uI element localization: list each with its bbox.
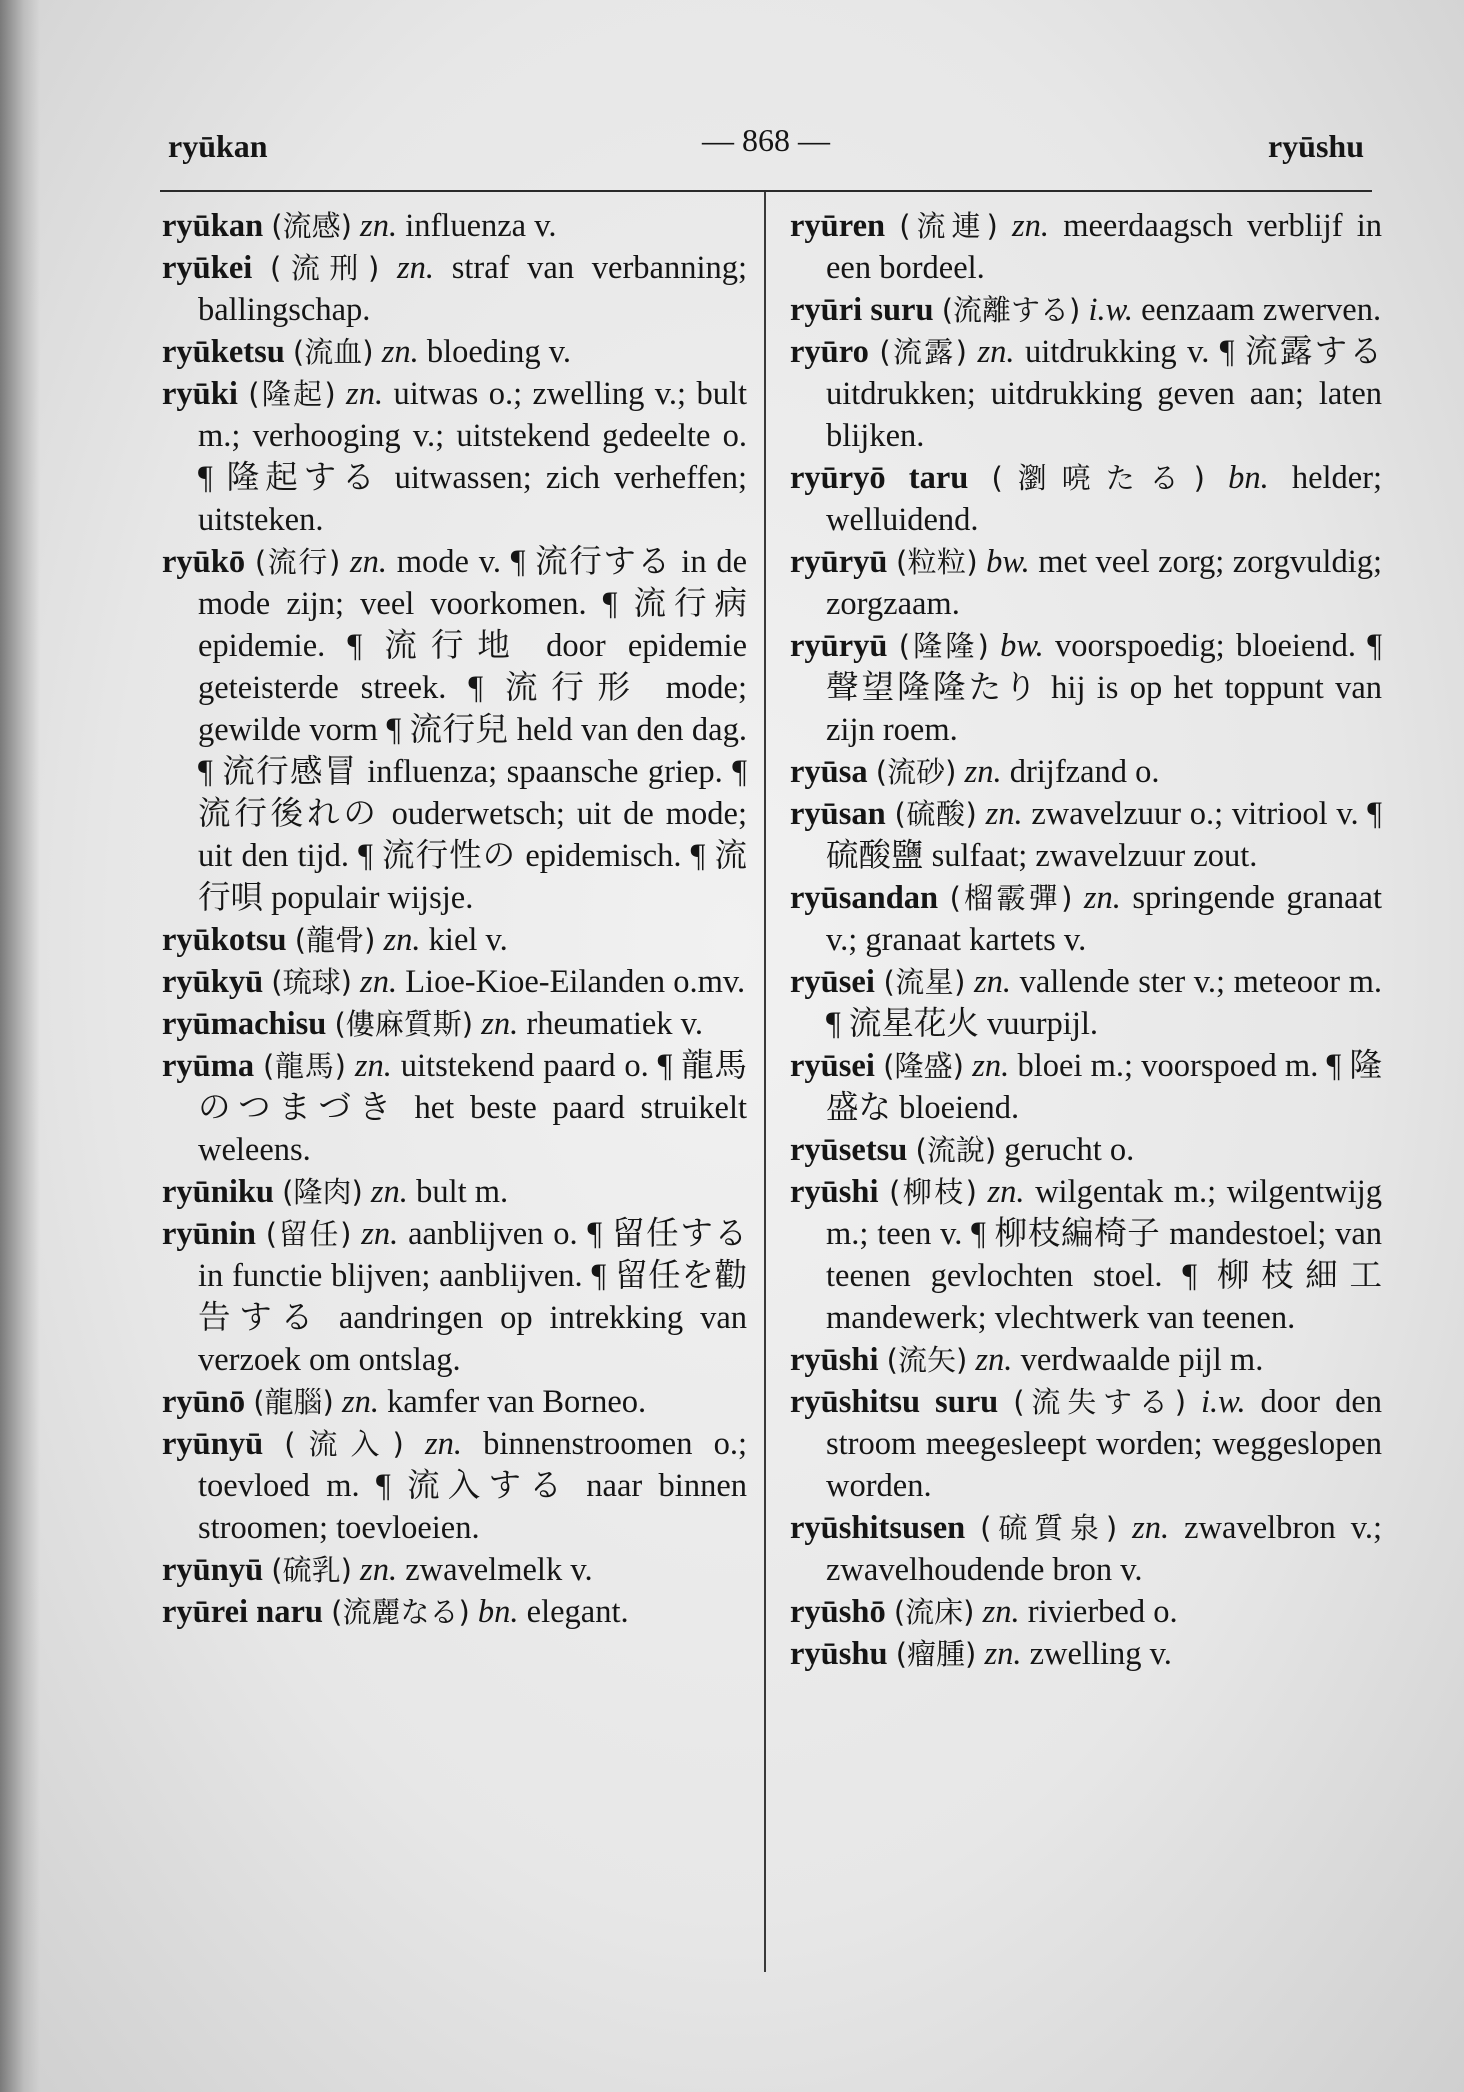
part-of-speech: zn.	[354, 1048, 392, 1084]
headword: ryūmachisu	[162, 1006, 327, 1042]
definition: Lioe-Kioe-Eilanden o.mv.	[405, 964, 746, 1000]
headword: ryūkei	[162, 250, 253, 286]
kanji: (隆起)	[248, 377, 336, 411]
headword: ryūnyū	[162, 1426, 264, 1462]
definition: rheumatiek v.	[526, 1006, 703, 1042]
dictionary-entry	[790, 961, 1382, 1045]
kanji: (流入)	[284, 1427, 404, 1461]
kanji: (流行)	[254, 545, 341, 579]
headword: ryūshi	[790, 1174, 879, 1210]
part-of-speech: zn.	[383, 922, 421, 958]
kanji: (瀏喨たる)	[991, 461, 1205, 495]
headword: ryūketsu	[162, 334, 285, 370]
kanji: (瘤腫)	[895, 1637, 977, 1671]
kanji: (龍骨)	[294, 923, 376, 957]
headword: ryūsa	[790, 754, 868, 790]
definition: uitdrukking v. ¶ 流露する uitdrukken; uitdrukking geven aan; laten blijken.	[826, 334, 1383, 454]
dictionary-entry	[790, 457, 1382, 541]
kanji: (流血)	[292, 335, 374, 369]
dictionary-entry	[162, 541, 747, 919]
definition: zwelling v.	[1029, 1636, 1172, 1672]
kanji: (流砂)	[875, 755, 957, 789]
definition: verdwaalde pijl m.	[1020, 1342, 1264, 1378]
header-right-guideword: ryūshu	[1267, 128, 1364, 164]
definition: elegant.	[526, 1594, 629, 1630]
headword: ryūsan	[790, 796, 886, 832]
part-of-speech: zn.	[361, 1216, 399, 1252]
headword: ryūshu	[790, 1636, 888, 1672]
part-of-speech: zn.	[987, 1174, 1025, 1210]
headword: ryūryū	[790, 628, 888, 664]
kanji: (流麗なる)	[331, 1595, 470, 1629]
kanji: (流失する)	[1013, 1385, 1187, 1419]
kanji: (琉球)	[271, 965, 352, 999]
kanji: (龍馬)	[262, 1049, 346, 1083]
part-of-speech: zn.	[1132, 1510, 1170, 1546]
part-of-speech: zn.	[985, 796, 1023, 832]
kanji: (隆盛)	[883, 1049, 964, 1083]
dictionary-entry	[790, 541, 1382, 625]
headword: ryūnin	[162, 1216, 256, 1252]
part-of-speech: zn.	[424, 1426, 462, 1462]
definition: zwavelzuur o.; vitriool v. ¶ 硫酸鹽 sulfaat; zwavelzuur zout.	[826, 796, 1383, 874]
dictionary-entry	[790, 289, 1382, 331]
dictionary-entry	[790, 1339, 1382, 1381]
headword: ryūshō	[790, 1594, 886, 1630]
kanji: (龍腦)	[253, 1385, 334, 1419]
headword: ryūshitsusen	[790, 1510, 966, 1546]
part-of-speech: i.w.	[1201, 1384, 1246, 1420]
dictionary-entry	[162, 373, 747, 541]
dictionary-entry	[790, 205, 1382, 289]
left-column	[162, 205, 747, 1633]
definition: bloeding v.	[426, 334, 571, 370]
part-of-speech: i.w.	[1088, 292, 1133, 328]
part-of-speech: bw.	[986, 544, 1030, 580]
definition: meerdaagsch verblijf in een bordeel.	[826, 208, 1383, 286]
dictionary-entry	[162, 205, 747, 247]
part-of-speech: zn.	[972, 1048, 1010, 1084]
dictionary-entry	[162, 919, 747, 961]
headword: ryūrei naru	[162, 1594, 323, 1630]
dictionary-entry	[790, 1171, 1382, 1339]
headword: ryūsandan	[790, 880, 939, 916]
kanji: (僂麻質斯)	[334, 1007, 474, 1041]
book-spine-shadow	[0, 0, 40, 2092]
definition: bult m.	[416, 1174, 509, 1210]
headword: ryūryō taru	[790, 460, 969, 496]
definition: zwavelbron v.; zwavelhoudende bron v.	[826, 1510, 1382, 1588]
dictionary-entry	[790, 625, 1382, 751]
part-of-speech: zn.	[1012, 208, 1050, 244]
part-of-speech: zn.	[984, 1636, 1022, 1672]
definition: drijfzand o.	[1009, 754, 1160, 790]
part-of-speech: bn.	[1228, 460, 1269, 496]
definition: voorspoedig; bloeiend. ¶ 聲望隆隆たり hij is op het toppunt van zijn roem.	[826, 628, 1382, 748]
dictionary-entry	[790, 331, 1382, 457]
dictionary-entry	[790, 877, 1382, 961]
dictionary-entry	[790, 793, 1382, 877]
headword: ryūnyū	[162, 1552, 264, 1588]
part-of-speech: zn.	[481, 1006, 519, 1042]
definition: vallende ster v.; meteoor m. ¶ 流星花火 vuurpijl.	[826, 964, 1383, 1042]
kanji: (流露)	[879, 335, 967, 369]
headword: ryūsei	[790, 1048, 875, 1084]
definition: kiel v.	[428, 922, 508, 958]
definition: rivierbed o.	[1027, 1594, 1178, 1630]
header-rule	[160, 190, 1372, 192]
headword: ryūryū	[790, 544, 888, 580]
dictionary-entry	[790, 1633, 1382, 1675]
dictionary-entry	[790, 1591, 1382, 1633]
headword: ryūshitsu suru	[790, 1384, 999, 1420]
headword: ryūnō	[162, 1384, 246, 1420]
dictionary-entry	[790, 1045, 1382, 1129]
definition: kamfer van Borneo.	[387, 1384, 647, 1420]
dictionary-entry	[162, 1591, 747, 1633]
part-of-speech: zn.	[370, 1174, 408, 1210]
column-divider	[764, 192, 766, 1972]
headword: ryūkotsu	[162, 922, 287, 958]
part-of-speech: bw.	[1000, 628, 1044, 664]
part-of-speech: zn.	[982, 1594, 1020, 1630]
dictionary-entry	[162, 1003, 747, 1045]
kanji: (隆隆)	[898, 629, 989, 663]
definition: eenzaam zwerven.	[1141, 292, 1382, 328]
headword: ryūren	[790, 208, 886, 244]
definition: mode v. ¶ 流行する in de mode zijn; veel voorkomen. ¶ 流行病 epidemie. ¶ 流行地 door epidemie geteisterde streek. ¶ 流行形 mode; gewilde vorm ¶ 流行兒 held van den dag. ¶ 流行感冒 influenza; spaansche griep. ¶ 流行後れの ouderwetsch; uit de mode; uit den tijd. ¶ 流行性の epidemisch. ¶ 流行唄 populair wijsje.	[198, 544, 747, 916]
kanji: (硫酸)	[894, 797, 977, 831]
headword: ryūri suru	[790, 292, 934, 328]
dictionary-entry	[162, 247, 747, 331]
headword: ryūniku	[162, 1174, 275, 1210]
headword: ryūshi	[790, 1342, 879, 1378]
headword: ryūsei	[790, 964, 875, 1000]
definition: straf van verbanning; ballingschap.	[198, 250, 748, 328]
kanji: (隆肉)	[282, 1175, 363, 1209]
page-number: — 868 —	[702, 122, 830, 158]
part-of-speech: zn.	[397, 250, 435, 286]
dictionary-entry	[162, 1213, 747, 1381]
part-of-speech: zn.	[360, 964, 398, 1000]
dictionary-entry	[790, 1381, 1382, 1507]
definition: zwavelmelk v.	[405, 1552, 593, 1588]
kanji: (柳枝)	[889, 1175, 977, 1209]
definition: influenza v.	[405, 208, 557, 244]
dictionary-entry	[162, 1045, 747, 1171]
definition: uitwas o.; zwelling v.; bult m.; verhooging v.; uitstekend gedeelte o. ¶ 隆起する uitwassen; zich verheffen; uitsteken.	[198, 376, 748, 538]
headword: ryūkan	[162, 208, 264, 244]
definition: aanblijven o. ¶ 留任する in functie blijven; aanblijven. ¶ 留任を勸告する aandringen op intrekking van verzoek om ontslag.	[198, 1216, 748, 1378]
part-of-speech: zn.	[973, 964, 1011, 1000]
kanji: (硫乳)	[271, 1553, 352, 1587]
definition: uitstekend paard o. ¶ 龍馬のつまづき het beste paard struikelt weleens.	[198, 1048, 748, 1168]
part-of-speech: zn.	[346, 376, 384, 412]
definition: binnenstroomen o.; toevloed m. ¶ 流入する naar binnen stroomen; toevloeien.	[198, 1426, 747, 1546]
kanji: (留任)	[265, 1217, 352, 1251]
definition: met veel zorg; zorgvuldig; zorgzaam.	[826, 544, 1383, 622]
kanji: (硫質泉)	[980, 1511, 1118, 1545]
headword: ryūkyū	[162, 964, 264, 1000]
part-of-speech: zn.	[341, 1384, 379, 1420]
headword: ryūkō	[162, 544, 246, 580]
definition: bloei m.; voorspoed m. ¶ 隆盛な bloeiend.	[826, 1048, 1382, 1126]
part-of-speech: bn.	[477, 1594, 519, 1630]
dictionary-entry	[790, 1507, 1382, 1591]
kanji: (流感)	[271, 209, 352, 243]
dictionary-entry	[162, 1381, 747, 1423]
part-of-speech: zn.	[350, 544, 388, 580]
headword: ryūki	[162, 376, 238, 412]
definition: wilgentak m.; wilgentwijg m.; teen v. ¶ 柳枝編椅子 mandestoel; van teenen gevlochten stoel. ¶ 柳枝細工 mandewerk; vlechtwerk van teenen.	[826, 1174, 1383, 1336]
part-of-speech: zn.	[977, 334, 1015, 370]
page-header	[168, 120, 1364, 170]
headword: ryūro	[790, 334, 869, 370]
dictionary-entry	[162, 331, 747, 373]
dictionary-entry	[162, 1171, 747, 1213]
dictionary-entry	[162, 1549, 747, 1591]
dictionary-entry	[162, 1423, 747, 1549]
kanji: (流床)	[893, 1595, 975, 1629]
kanji: (流說)	[915, 1133, 997, 1167]
part-of-speech: zn.	[975, 1342, 1013, 1378]
definition: door den stroom meegesleept worden; weggeslopen worden.	[826, 1384, 1383, 1504]
kanji: (榴霰彈)	[949, 881, 1073, 915]
part-of-speech: zn.	[360, 208, 398, 244]
definition: helder; welluidend.	[826, 460, 1383, 538]
kanji: (粒粒)	[895, 545, 978, 579]
dictionary-entry	[790, 751, 1382, 793]
part-of-speech: zn.	[381, 334, 419, 370]
right-column	[790, 205, 1382, 1675]
definition: gerucht o.	[1004, 1132, 1135, 1168]
headword: ryūsetsu	[790, 1132, 908, 1168]
part-of-speech: zn.	[1083, 880, 1121, 916]
kanji: (流連)	[899, 209, 998, 243]
header-left-guideword: ryūkan	[168, 128, 268, 164]
part-of-speech: zn.	[360, 1552, 398, 1588]
kanji: (流星)	[883, 965, 966, 999]
definition: springende granaat v.; granaat kartets v.	[826, 880, 1383, 958]
kanji: (流離する)	[941, 293, 1081, 327]
dictionary-entry	[790, 1129, 1382, 1171]
dictionary-entry	[162, 961, 747, 1003]
kanji: (流矢)	[886, 1343, 968, 1377]
headword: ryūma	[162, 1048, 255, 1084]
part-of-speech: zn.	[964, 754, 1002, 790]
kanji: (流刑)	[269, 251, 380, 285]
